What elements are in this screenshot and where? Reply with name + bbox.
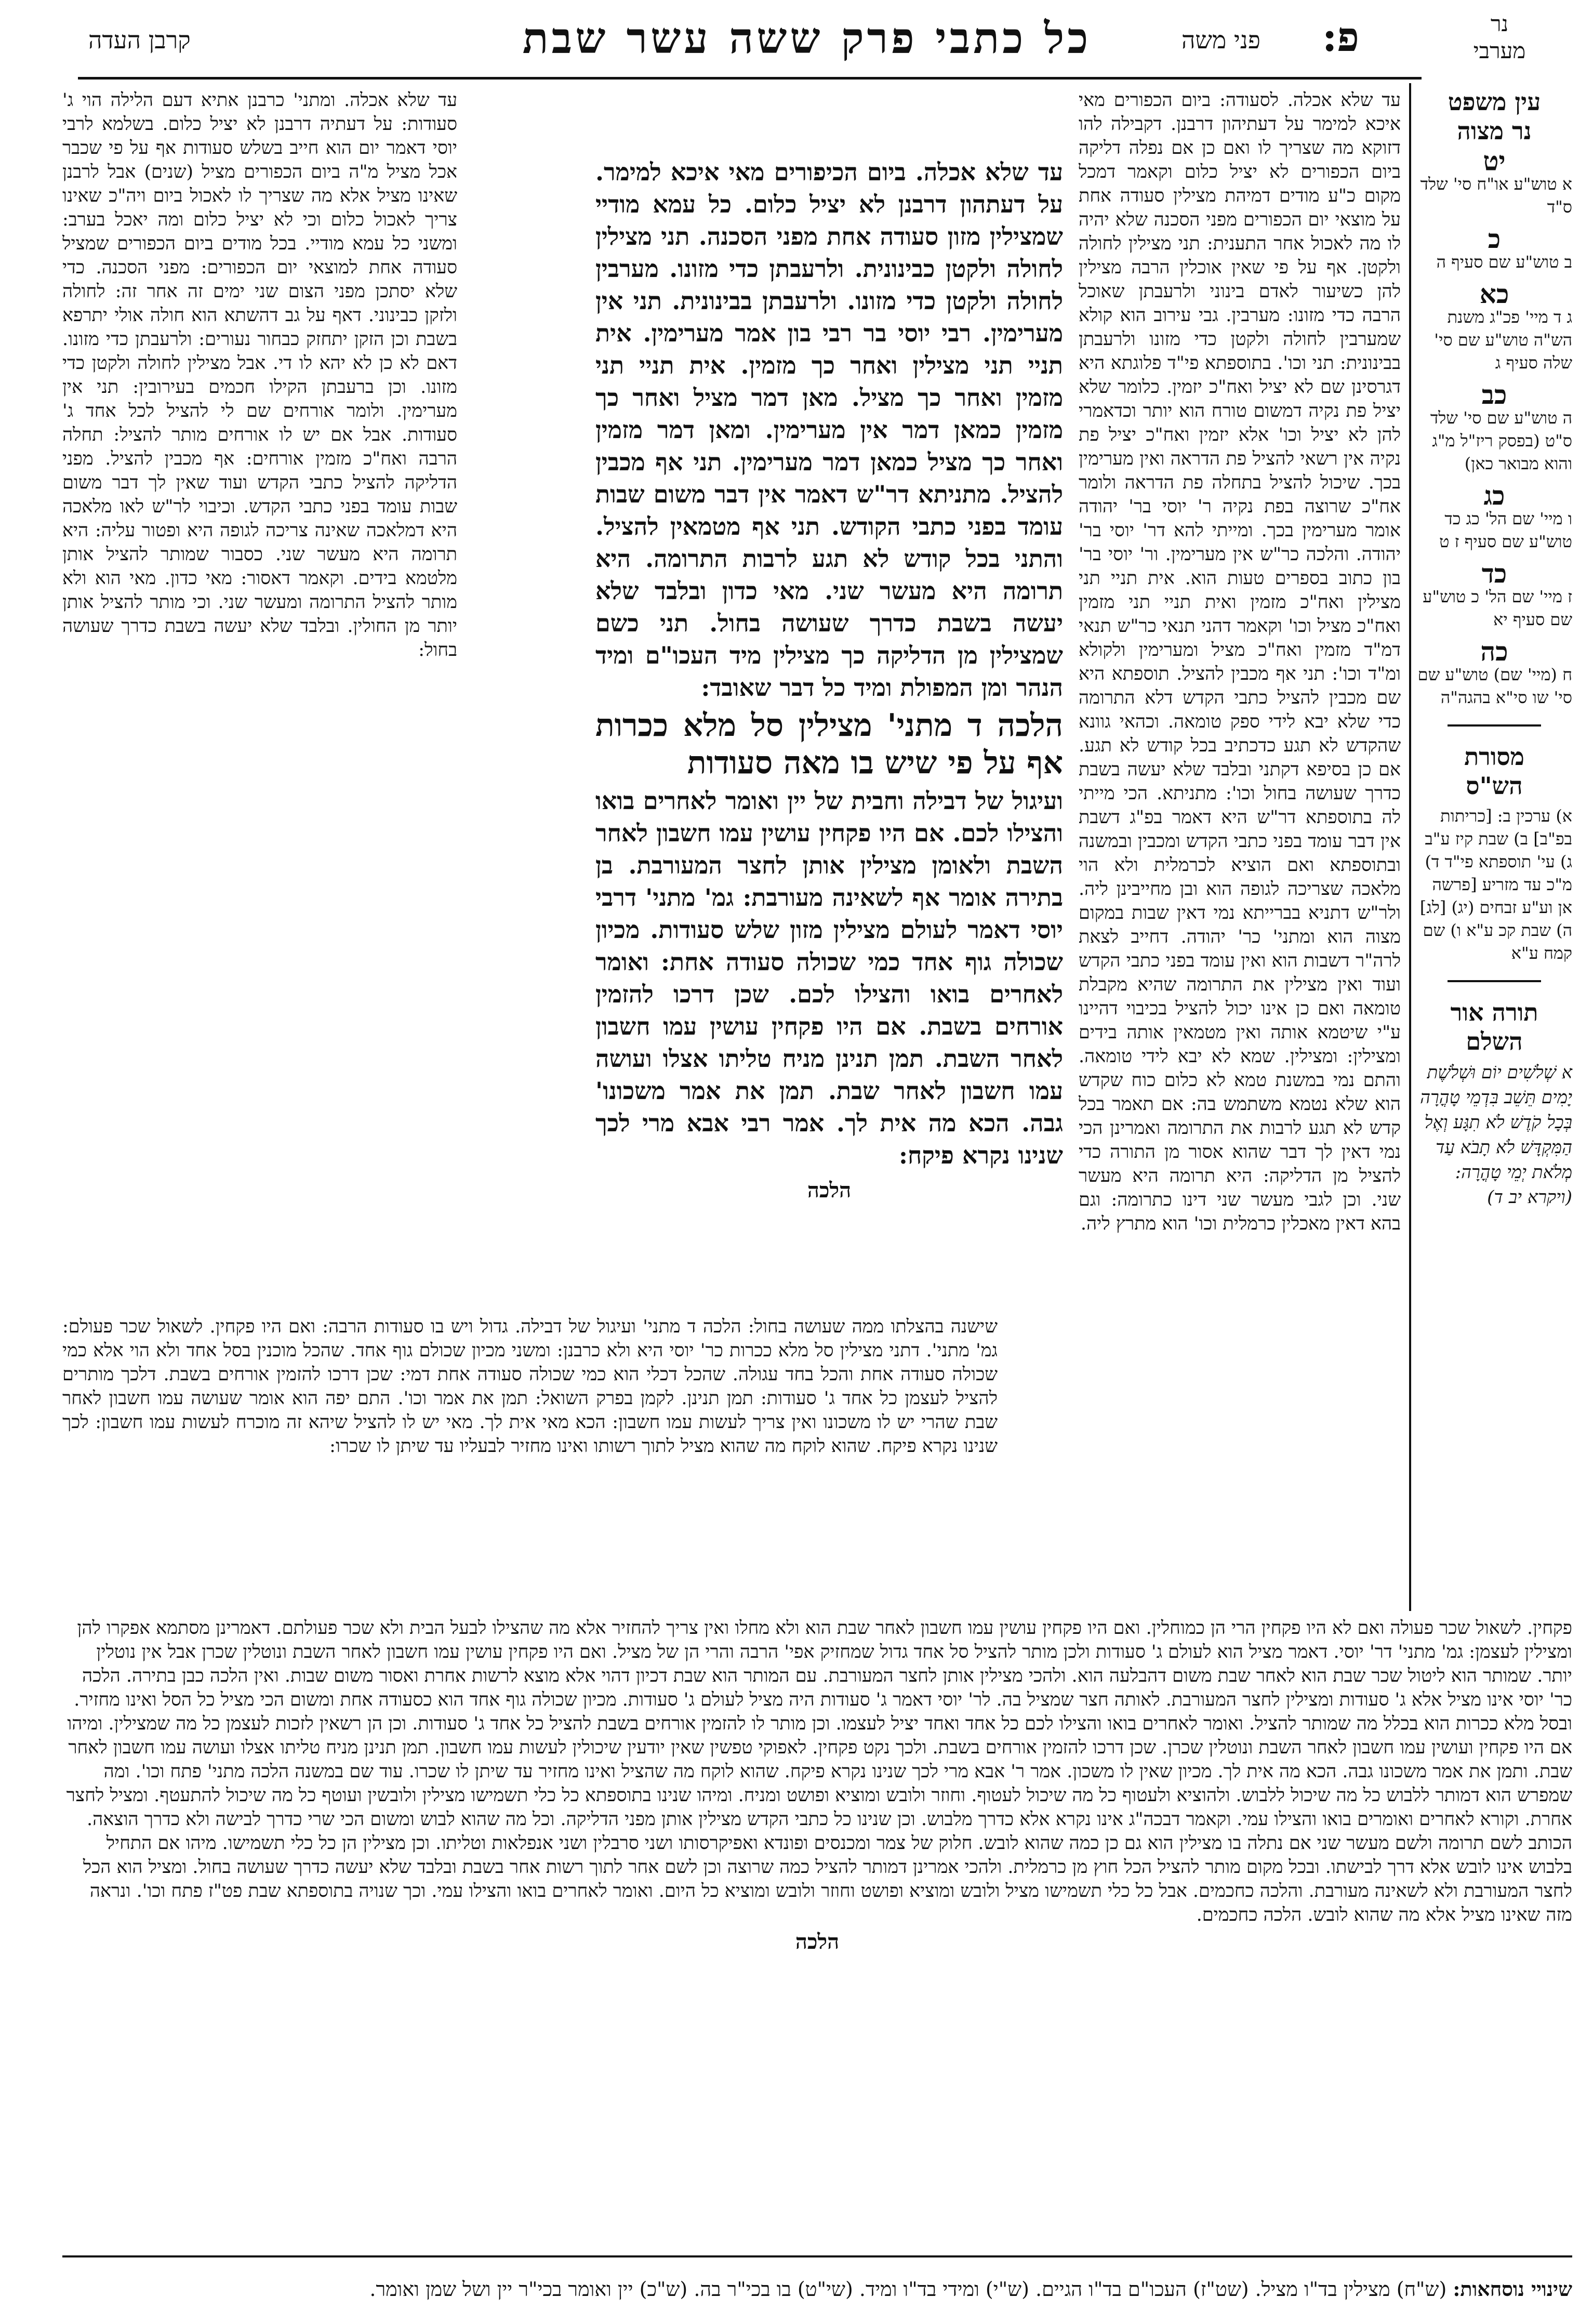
ref-number: כב bbox=[1481, 379, 1507, 410]
page-header bbox=[78, 10, 1536, 73]
sidebar-divider bbox=[1448, 724, 1541, 727]
ner-maaravi-label: נר מערבי bbox=[1473, 11, 1526, 63]
ref-number: כד bbox=[1481, 558, 1507, 589]
ref-text: ג ד מיי' פכ"ג משנת הש"ה טוש"ע שם סי' שלה סעיף ג bbox=[1434, 307, 1572, 373]
ein-mishpat-ref bbox=[1416, 636, 1572, 709]
ref-number: כג bbox=[1483, 480, 1505, 511]
ein-mishpat-list bbox=[1416, 146, 1572, 709]
bottom-commentary bbox=[62, 1616, 1572, 2250]
ein-mishpat-ref bbox=[1416, 379, 1572, 475]
ref-text: ו מיי' שם הל' כג כד טוש"ע שם סעיף ז ט bbox=[1439, 509, 1572, 551]
torah-or-title: תורה אור השלם bbox=[1450, 998, 1538, 1055]
variants-text: (ש"ח) מצילין בד"ו מציל. (שט"ז) העכו"ם בד"ו הגיים. (ש"י) ומידי בד"ו ומיד. (שי"ט) בו בכי"ר בה. (ש"כ) יין ואומר בכי"ר יין ושל שמן ואומר. bbox=[369, 2278, 1447, 2301]
korban-haeda-lower-text: שישנה בהצלתו ממה שעושה בחול: הלכה ד מתני' ועיגול של דבילה. גדול ויש בו סעודות הרבה: ואם היו פקחין. לשאול שכר פעולם: גמ' מתני'. דתני מצילין סל מלא ככרות כר' יוסי היא ולא כרבנן: ומשני מכיון שכולם גוף אחד. שהכל מוכנין בסל אחד ולא הוי אלא כמי שכולה סעודה אחת והכל בחד עגולה. שהכל דכלי הוא כמי שכולה סעודה אחת דמי: שכן דרכו להזמין אורחים בשבת. דלכך מותרים להציל לעצמן כל אחד ג' סעודות: תמן תנינן. לקמן בפרק השואל: תמן את אמר וכו'. התם יפה הוא אומר שעושה עמו חשבון לאחר שבת שהרי יש לו משכונו ואין צריך לעשות עמו חשבון: הכא מאי אית לך. מאי יש לו להציל שיהא זה מוכרח לעשות עמו חשבון: לכך שנינו נקרא פיקח. שהוא לוקח מה שהוא מציל לתוך רשותו ואינו מחזיר לבעליו עד שיתן לו שכרו: bbox=[62, 1316, 998, 1457]
masoret-title: מסורת הש"ס bbox=[1464, 743, 1524, 800]
halacha-heading: הלכה ד מתני' מצילין סל מלא ככרות אף על פי שיש בו מאה סעודות bbox=[595, 707, 1063, 781]
pnei-moshe-text: עד שלא אכלה. לסעודה: ביום הכפורים מאי איכא למימר על דעתיהון דרבנן. דקבילה להו דזוקא מה שצריך לו ואם כן אם נפלה דליקה ביום הכפורים לא יציל כלום וקאמר דמכל מקום כ"ע מודים דמיהת מצילין סעודה אחת על מוצאי יום הכפורים מפני הסכנה שלא יהיה לו מה לאכול אחר התענית: תני מצילין לחולה ולקטן. אף על פי שאין אוכלין הרבה מצילין להן כשיעור לאדם בינוני ולרעבתן שאוכל הרבה כדי מזונו: מערבין. גבי עירוב הוא קולא שמערבין לחולה ולקטן כדי מזונו ולרעבתן בבינונית: תני וכו'. בתוספתא פי"ד פלוגתא היא דגרסינן שם לא יציל ואח"כ יזמין. כלומר שלא יציל פת נקיה דמשום טורח הוא יותר וכדאמרי להן לא יציל וכו' אלא יזמין ואח"כ יציל פת נקיה אין רשאי להציל פת הדראה ואין מערימין בכך. שיכול להציל בתחלה פת הדראה ולומר אח"כ שרוצה בפת נקיה ר' יוסי בר' יהודה אומר מערימין בכך. ומייתי להא דר' יוסי בר' יהודה. והלכה כר"ש אין מערימין. ור' יוסי בר' בון כתוב בספרים טעות הוא. אית תניי תני מצילין ואח"כ מזמין ואית תניי תני מזמין ואח"כ מציל וכו' וקאמר דהני תנאי כר"ש תנאי דמ"ד מזמין ואח"כ מציל ומערימין ולקולא ומ"ד וכו': תני אף מכבין להציל. תוספתא היא שם מכבין להציל כתבי הקדש דלא התרומה כדי שלא יבא לידי ספק טומאה. וכהאי גוונא שהקדש לא תגע כדכתיב בכל קודש לא תגע. אם כן בסיפא דקתני ובלבד שלא יעשה בשבת כדרך שעושה בחול וכו': מתניתא. הכי מייתי לה בתוספתא דר"ש היא דאמר בפ"ג דשבת אין דבר עומד בפני כתבי הקדש ומכבין ובמשנה ובתוספתא ואם הוציא לכרמלית ולא הוי מלאכה שצריכה לגופה הוא ובן מחייבינן ליה. ולר"ש דתניא בברייתא נמי דאין שבות במקום מצוה הוא ומתני' כר' יהודה. דחייב לצאת לרה"ר דשבות הוא ואין עומד בפני כתבי הקדש ועוד ואין מצילין את התרומה שהיא מקבלת טומאה ואם כן אינו יכול להציל בכיבוי דהיינו ע"י שיטמא אותה ואין מטמאין אותה בידים ומצילין: ומצילין. שמא לא יבא לידי טומאה. והתם נמי במשנת טמא לא כלום כוח שקדש הוא שלא נטמא משתמש בה: אם תאמר בכל קדש לא תגע לרבות את התרומה ואמרינן הכי נמי דאין לך דבר שהוא אסור מן התורה כדי להציל מן הדליקה: היא תרומה היא מעשר שני. וכן לגבי מעשר שני דינו כתרומה: וגם בהא דאין מאכלין כרמלית וכו' הוא מתרץ ליה. bbox=[1079, 90, 1401, 1234]
ein-mishpat-ref bbox=[1416, 146, 1572, 218]
commentary-label-left: קרבן העדה bbox=[88, 26, 191, 54]
korban-haeda-column bbox=[62, 88, 457, 1429]
bottom-halacha-tag: הלכה bbox=[795, 1930, 840, 1954]
ref-text: ב טוש"ע שם סעיף ה bbox=[1436, 252, 1572, 272]
ein-mishpat-ref bbox=[1416, 223, 1572, 273]
halacha-tag: הלכה bbox=[807, 1178, 852, 1203]
footer-rule bbox=[62, 2255, 1572, 2257]
ref-text: ח (מיי' שם) טוש"ע שם סי' שו סי"א בהגה"ה bbox=[1417, 665, 1572, 707]
running-title: כל כתבי פרק ששה עשר שבת bbox=[522, 14, 1092, 63]
ref-number: כא bbox=[1479, 279, 1509, 309]
ref-text: ה טוש"ע שם סי' שלד ס"ט (בפסק ריז"ל מ"ג והוא מבואר כאן) bbox=[1430, 408, 1572, 473]
korban-haeda-text: עד שלא אכלה. ומתני' כרבנן אתיא דעם הלילה הוי ג' סעודות: על דעתיה דרבנן לא יציל כלום. בשלמא לרבי יוסי דאמר יום הוא חייב בשלש סעודות אף על פי שכבר אכל מציל מ"ה ביום הכפורים מציל (שנים) אבל לרבנן שאינו מציל אלא מה שצריך לו לאכול ביום ויה"כ שאינו צריך לאכול כלום וכי לא יציל כלום ומה יאכל בערב: ומשני כל עמא מודיי. בכל מודים ביום הכפורים שמציל סעודה אחת למוצאי יום הכפורים: מפני הסכנה. כדי שלא יסתכן מפני הצום שני ימים זה אחר זה: לחולה ולזקן כבינוני. דאף על גב דהשתא הוא חולה אולי יתרפא בשבת וכן הזקן יתחזק כבחור נעורים: ולרעבתן כדי מזונו. דאם לא כן לא יהא לו די. אבל מצילין לחולה ולקטן כדי מזונו. וכן ברעבתן הקילו חכמים בעירובין: תני אין מערימין. ולומר אורחים שם לי להציל לכל אחד ג' סעודות. אבל אם יש לו אורחים מותר להציל: תחלה הרבה ואח"כ מזמין אורחים: אף מכבין להציל. מפני הדליקה להציל כתבי הקדש ועוד שאין לך דבר משום שבות עומד בפני כתבי הקדש. וכיבוי לר"ש לאו מלאכה היא דמלאכה שאינה צריכה לגופה היא ופטור עליה: היא תרומה היא מעשר שני. כסבור שמותר להציל אותן מלטמא בידים. וקאמר דאסור: מאי כדון. מאי הוא ולא מותר להציל התרומה ומעשר שני. וכי מותר להציל אותן יותר מן החולין. ובלבד שלא יעשה בשבת כדרך שעושה בחול: bbox=[62, 90, 457, 661]
main-text-block-1: עד שלא אכלה. ביום הכיפורים מאי איכא למימר. על דעתהון דרבנן לא יציל כלום. כל עמא מודיי שמצילין מזון סעודה אחת מפני הסכנה. תני מצילין לחולה ולקטן כבינונית. ולרעבתן כדי מזונו. מערבין לחולה ולקטן כדי מזונו. ולרעבתן בבינונית. תני אין מערימין. רבי יוסי בר רבי בון אמר מערימין. אית תניי תני מצילין ואחר כך מזמין. אית תניי תני מזמין ואחר כך מציל. מאן דמר מציל ואחר כך מזמין כמאן דמר אין מערימין. ומאן דמר מזמין ואחר כך מציל כמאן דמר מערימין. תני אף מכבין להציל. מתניתא דר"ש דאמר אין דבר משום שבות עומד בפני כתבי הקודש. תני אף מטמאין להציל. והתני בכל קודש לא תגע לרבות התרומה. היא תרומה היא מעשר שני. מאי כדון ובלבד שלא יעשה בשבת כדרך שעושה בחול. תני כשם שמצילין מן הדליקה כך מצילין מיד העכו"ם ומיד הנהר ומן המפולת ומיד כל דבר שאובד: bbox=[595, 158, 1063, 702]
masoret-hashas: א) ערכין ב: [כריתות בפ"ב] ב) שבת קיז ע"ב ג) עי' תוספתא פי"ד ד) מ"כ עד מזריע [פרשה אן וע"ע זבחים (יג) [לג] ה) שבת קכ ע"א ו) שם קמח ע"א bbox=[1419, 806, 1572, 963]
pnei-moshe-column bbox=[1079, 88, 1401, 1606]
sidebar-divider bbox=[1448, 980, 1541, 982]
bottom-commentary-text: פקחין. לשאול שכר פעולה ואם לא היו פקחין הרי הן כמוחלין. ואם היו פקחין עושין עמו חשבון לאחר שבת הוא ולא מחלו ואין צריך להחזיר אלא מה שהצילו לבעל הבית ולא שכר פעולתם. דאמרינן מסתמא אפקרו להן ומצילין לעצמן: גמ' מתני' דר' יוסי. דאמר מציל הוא לעולם ג' סעודות ולכן מותר להציל סל אחד גדול שמחזיק אפי' הרבה והרי הן של מציל. ואם היו פקחין עושין עמו חשבון לאחר השבת ונוטלין שכרן אבל אין נוטלין יותר. שמותר הוא ליטול שכר שבת הוא לאחר שבת משום דהבלעה הוא. ולהכי מצילין אותן לחצר המעורבת. עם המותר הוא שבת דכיון דהוי אלא מוצא לרשות אחרת ואסור משום שבות. ואין הלכה כבן בתירה. הלכה כר' יוסי אינו מציל אלא ג' סעודות ומצילין לחצר המעורבת. לאותה חצר שמציל בה. לר' יוסי דאמר ג' סעודות היה מציל לעולם ג' סעודות. מכיון שכולה גוף אחד הוא כסעודה אחת ומשום הכי מציל כל הסל ואינו מחזיר. ובסל מלא ככרות הוא בכלל מה שמותר להציל. ואומר לאחרים בואו והצילו לכם כל אחד ואחד יציל לעצמו. וכן מותר לו להזמין אורחים בשבת להציל כל אחד ג' סעודות. וכן הן רשאין לזכות לעצמן כל מה שמצילין. ומיהו אם היו פקחין ועושין עמו חשבון לאחר השבת ונוטלין שכרן. שכן דרכו להזמין אורחים בשבת. ולכך נקט פקחין. לאפוקי טפשין שאין יודעין שיכולין לעשות עמו חשבון. תמן תנינן מניח טליתו אצלו ועושה עמו חשבון לאחר שבת. ותמן את אמר משכונו גבה. הכא מה אית לך. מכיון שאין לו משכון. אמר ר' אבא מרי לכך שנינו נקרא פיקח. שהוא לוקח מה שהציל ואינו מחזיר עד שיתן לו שכרו. עוד שם במשנה הלכה מתני' פתח וכו'. ומה שמפרש הוא דמותר ללבוש כל מה שיכול ללבוש. ולהוציא ולעטוף כל מה שיכול לעטוף. וחוזר ולובש ומוציא ופושט ומניח. ומיהו שנינו בתוספתא כל כלי תשמישו מצילין ולובשין ועוטף כל מה שיכול להתעטף. ומציל לחצר אחרת. וקורא לאחרים ואומרים בואו והצילו עמי. וקאמר דבכה"ג אינו נקרא אלא כדרך מלבוש. וכן שנינו כל כתבי הקדש מצילין אותן מפני הדליקה. וכל מה שהוא לבוש ומשום הכי שרי כדרך לבישה ולא כדרך הוצאה. הכותב לשם תרומה ולשם מעשר שני אם נתלה בו מצילין הוא גם כן כמה שהוא לובש. חלוק של צמר ומכנסים ופונדא ואפיקרסותו ושני סרבלין ושני אנפלאות וטליתו. וכן מצילין הן כל כלי תשמישו. מיהו אם התחיל בלבוש אינו לובש אלא דרך לבישתו. ובכל מקום מותר להציל הכל חוץ מן כרמלית. ולהכי אמרינן דמותר להציל כמה שרוצה וכן לשם אחר לתוך רשות אחר בשבת ובלבד שלא יעשה כדרך שעושה בחול. ומציל הוא הכל לחצר המעורבת ולא לשאינה מעורבת. והלכה כחכמים. אבל כל כלי תשמישו מציל ולובש ומוציא ופושט וחוזר ולובש ומוציא כל היום. ואומר לאחרים בואו והצילו עמי. וכך שנויה בתוספתא שבת פט"ז פתח וכו'. ונראה מזה שאינו מציל אלא מה שהוא לובש. הלכה כחכמים. bbox=[66, 1618, 1572, 1925]
ref-text: א טוש"ע או"ח סי' שלד ס"ד bbox=[1420, 174, 1572, 217]
ref-text: ז מיי' שם הל' כ טוש"ע שם סעיף יא bbox=[1423, 587, 1572, 629]
ref-number: יט bbox=[1483, 146, 1506, 176]
torah-or-verse: א שְׁלֹשִׁים יוֹם וּשְׁלֹשֶׁת יָמִים תֵּשֵׁב בִּדְמֵי טָהֳרָה בְּכָל קֹדֶשׁ לֹא תִגָּע וְאֶל הַמִּקְדָּשׁ לֹא תָבֹא עַד מְלֹאת יְמֵי טָהֳרָה: (ויקרא יב ד) bbox=[1420, 1062, 1572, 1208]
ein-mishpat-ref bbox=[1416, 558, 1572, 631]
main-text-column bbox=[595, 156, 1063, 1299]
ref-number: כה bbox=[1480, 636, 1508, 667]
ein-mishpat-ref bbox=[1416, 480, 1572, 553]
sidebar bbox=[1409, 83, 1572, 1611]
commentary-label-right: פני משה bbox=[1181, 26, 1260, 54]
main-text-block-2: ועיגול של דבילה וחבית של יין ואומר לאחרים בואו והצילו לכם. אם היו פקחין עושין עמו חשבון לאחר השבת ולאומן מצילין אותן לחצר המעורבת. בן בתירה אומר אף לשאינה מעורבת: גמ' מתני' דרבי יוסי דאמר לעולם מצילין מזון שלש סעודות. מכיון שכולה גוף אחד כמי שכולה סעודה אחת: ואומר לאחרים בואו והצילו לכם. שכן דרכו להזמין אורחים בשבת. אם היו פקחין עושין עמו חשבון לאחר השבת. תמן תנינן מניח טליתו אצלו ועושה עמו חשבון לאחר שבת. תמן את אמר משכונו' גבה. הכא מה אית לך. אמר רבי אבא מרי לכך שנינו נקרא פיקח: bbox=[595, 787, 1063, 1169]
ref-number: כ bbox=[1488, 223, 1501, 254]
header-rule bbox=[78, 77, 1422, 80]
textual-variants bbox=[62, 2276, 1572, 2302]
korban-haeda-lower bbox=[62, 1315, 998, 1606]
ein-mishpat-ref bbox=[1416, 279, 1572, 374]
page-number: פ: bbox=[1322, 14, 1359, 61]
ein-mishpat-title: עין משפט נר מצוה bbox=[1448, 88, 1541, 145]
variants-label: שינויי נוסחאות: bbox=[1453, 2277, 1572, 2301]
